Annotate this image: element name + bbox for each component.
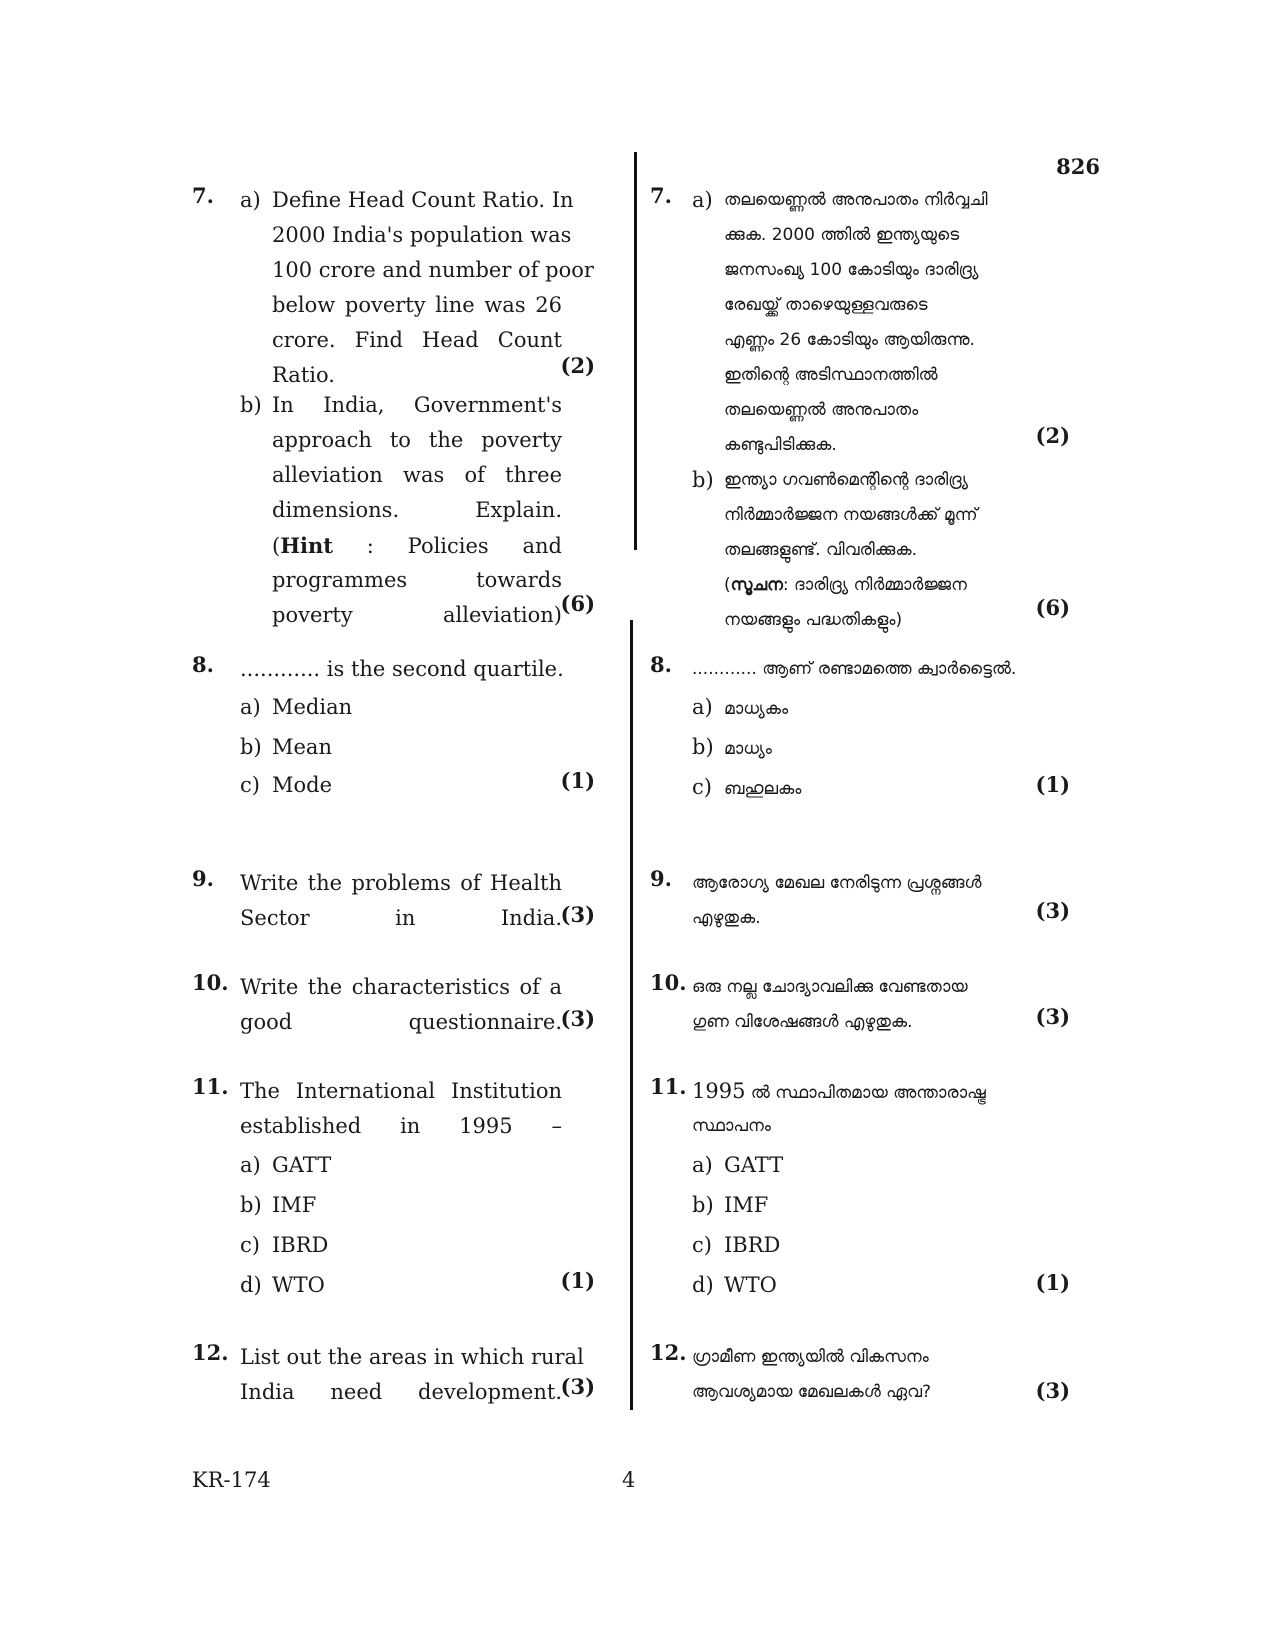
option-text: IMF [724, 1193, 769, 1217]
text-rest: ൽ സ്ഥാപിതമായ അന്താരാഷ്ട്ര [745, 1083, 986, 1103]
part-a [240, 183, 272, 218]
marks: (3) [560, 902, 595, 927]
option-label: c) [240, 773, 260, 797]
question-text [692, 652, 1032, 687]
question-text [692, 866, 1012, 936]
marks: (3) [1035, 1004, 1070, 1029]
text-line: 100 crore and number of poor [272, 258, 594, 282]
option-label: c) [692, 775, 712, 799]
text-line: ഇന്ത്യാ ഗവൺമെന്റിന്റെ ദാരിദ്ര്യ [724, 470, 969, 490]
part-label: b) [240, 393, 262, 417]
question-number: 12. [192, 1340, 229, 1365]
option-b [692, 730, 772, 767]
part-label: b) [692, 468, 714, 492]
text-line: good questionnaire. [240, 1010, 562, 1034]
malayalam-column [650, 0, 1090, 1651]
option-text: IBRD [272, 1233, 329, 1257]
text-line: ............ ആണ് രണ്ടാമത്തെ ക്വാർട്ടൈൽ. [692, 659, 1017, 679]
option-label: d) [240, 1273, 262, 1297]
text-line: സ്ഥാപനം [692, 1116, 771, 1136]
hint-open: ( [724, 575, 731, 595]
option-text: മാധ്യം [724, 739, 772, 759]
text-line: തലങ്ങളുണ്ട്. വിവരിക്കുക. [724, 540, 917, 560]
option-c [692, 770, 801, 807]
question-number: 9. [192, 866, 214, 891]
marks: (2) [560, 353, 595, 378]
text-line: 2000 India's population was [272, 223, 572, 247]
marks: (1) [560, 768, 595, 793]
hint-label: Hint [280, 533, 333, 558]
hint-text: : Policies and [333, 534, 562, 558]
text-line: കണ്ടുപിടിക്കുക. [724, 435, 837, 455]
option-label: a) [692, 695, 713, 719]
text-line: ഒരു നല്ല ചോദ്യാവലിക്കു വേണ്ടതായ [692, 977, 968, 997]
text-line: below poverty line was 26 [272, 293, 562, 317]
text-line: രേഖയ്ക്ക് താഴെയുള്ളവരുടെ [724, 295, 928, 315]
option-b [240, 730, 332, 765]
marks: (3) [560, 1374, 595, 1399]
option-d [240, 1268, 325, 1303]
text-line: crore. Find Head Count [272, 328, 562, 352]
marks: (3) [1035, 1378, 1070, 1403]
option-text: WTO [724, 1273, 777, 1297]
text-line: The International Institution [240, 1079, 562, 1103]
part-label: a) [240, 188, 261, 212]
question-number: 9. [650, 866, 672, 891]
text-line: India need development. [240, 1380, 562, 1404]
question-number: 12. [650, 1340, 687, 1365]
marks: (6) [560, 591, 595, 616]
part-b [240, 388, 272, 423]
text-line: ക്കുക. 2000 ത്തിൽ ഇന്ത്യയുടെ [724, 225, 960, 245]
option-label: d) [692, 1273, 714, 1297]
text-line: In India, Government's [272, 393, 562, 417]
text-line: ജനസംഖ്യ 100 കോടിയും ദാരിദ്ര്യ [724, 260, 979, 280]
question-number: 11. [192, 1074, 229, 1099]
question-number: 7. [650, 183, 672, 208]
question-text [240, 1074, 562, 1144]
hint-open: ( [272, 534, 281, 558]
option-a [692, 690, 788, 727]
part-label: a) [692, 188, 713, 212]
marks: (6) [1035, 595, 1070, 620]
option-a [692, 1148, 783, 1183]
text-line: Write the characteristics of a [240, 975, 562, 999]
option-label: c) [692, 1233, 712, 1257]
option-text: WTO [272, 1273, 325, 1297]
part-a-text [272, 183, 594, 393]
question-number: 8. [650, 652, 672, 677]
option-text: GATT [724, 1153, 784, 1177]
part-b-text [724, 463, 1024, 638]
option-b [692, 1188, 768, 1223]
part-a [692, 183, 724, 218]
marks: (3) [1035, 898, 1070, 923]
option-text: IBRD [724, 1233, 781, 1257]
text-line: Sector in India. [240, 906, 562, 930]
option-text: GATT [272, 1153, 332, 1177]
question-number: 8. [192, 652, 214, 677]
text-line: ............ is the second quartile. [240, 657, 564, 681]
option-text: Median [272, 695, 353, 719]
option-label: b) [692, 1193, 714, 1217]
part-b-text [272, 388, 562, 633]
year-text: 1995 [692, 1079, 746, 1103]
option-text: Mode [272, 773, 333, 797]
marks: (1) [1035, 772, 1070, 797]
marks: (1) [560, 1268, 595, 1293]
question-text [692, 970, 1012, 1040]
option-label: a) [692, 1153, 713, 1177]
text-line: ഗുണ വിശേഷങ്ങൾ എഴുതുക. [692, 1012, 913, 1032]
english-column [192, 0, 627, 1651]
hint-line: നയങ്ങളും പദ്ധതികളും) [724, 610, 903, 630]
marks: (2) [1035, 423, 1070, 448]
marks: (1) [1035, 1270, 1070, 1295]
text-line: List out the areas in which rural [240, 1345, 584, 1369]
option-d [692, 1268, 777, 1303]
text-line: dimensions. Explain. [272, 498, 562, 522]
text-line: തലയെണ്ണൽ അനുപാതം [724, 400, 919, 420]
text-line: Define Head Count Ratio. In [272, 188, 574, 212]
text-line: Write the problems of Health [240, 871, 562, 895]
exam-code: KR-174 [192, 1468, 271, 1492]
option-c [240, 1228, 328, 1263]
option-text: ബഹുലകം [724, 779, 802, 799]
question-text [692, 1074, 1022, 1144]
option-label: b) [240, 735, 262, 759]
option-text: മാധ്യകം [724, 699, 789, 719]
hint-line [724, 568, 1024, 603]
text-line: നിർമ്മാർജ്ജന നയങ്ങൾക്ക് മൂന്ന് [724, 505, 978, 525]
option-label: a) [240, 1153, 261, 1177]
question-number: 10. [650, 970, 687, 995]
page-number: 4 [622, 1468, 636, 1492]
text-line: എണ്ണം 26 കോടിയും ആയിരുന്നു. [724, 330, 975, 350]
question-text [692, 1340, 1012, 1410]
option-a [240, 690, 352, 725]
text-line: എഴുതുക. [692, 908, 761, 928]
text-line: established in 1995 – [240, 1114, 562, 1138]
question-number: 7. [192, 183, 214, 208]
hint-line: programmes towards [272, 568, 562, 592]
text-line: alleviation was of three [272, 463, 562, 487]
text-line: ആവശ്യമായ മേഖലകൾ ഏവ? [692, 1382, 932, 1402]
question-text [240, 970, 562, 1040]
question-text [240, 652, 580, 687]
column-divider-lower [630, 620, 633, 1410]
marks: (3) [560, 1006, 595, 1031]
option-label: b) [692, 735, 714, 759]
question-number: 11. [650, 1074, 687, 1099]
part-a-text [724, 183, 1014, 463]
text-line: Ratio. [272, 363, 335, 387]
option-c [240, 768, 332, 803]
text-line [692, 1074, 1022, 1109]
hint-label: സൂചന [730, 575, 783, 595]
option-a [240, 1148, 331, 1183]
paper-code: 826 [1056, 154, 1100, 179]
text-line: ഇതിന്റെ അടിസ്ഥാനത്തിൽ [724, 365, 938, 385]
text-line: തലയെണ്ണൽ അനുപാതം നിർവ്വചി [724, 190, 988, 210]
text-line: approach to the poverty [272, 428, 562, 452]
option-label: c) [240, 1233, 260, 1257]
text-line: ആരോഗ്യ മേഖല നേരിടുന്ന പ്രശ്നങ്ങൾ [692, 873, 982, 893]
hint-line: poverty alleviation) [272, 603, 562, 627]
option-label: b) [240, 1193, 262, 1217]
option-c [692, 1228, 780, 1263]
question-text [240, 866, 562, 936]
hint-line [272, 528, 562, 563]
hint-text: : ദാരിദ്ര്യ നിർമ്മാർജ്ജന [782, 575, 967, 595]
part-b [692, 463, 724, 498]
column-divider [634, 152, 637, 550]
option-b [240, 1188, 316, 1223]
question-number: 10. [192, 970, 229, 995]
option-text: IMF [272, 1193, 317, 1217]
option-text: Mean [272, 735, 332, 759]
option-label: a) [240, 695, 261, 719]
text-line: ഗ്രാമീണ ഇന്ത്യയിൽ വികസനം [692, 1347, 929, 1367]
question-text [240, 1340, 584, 1410]
